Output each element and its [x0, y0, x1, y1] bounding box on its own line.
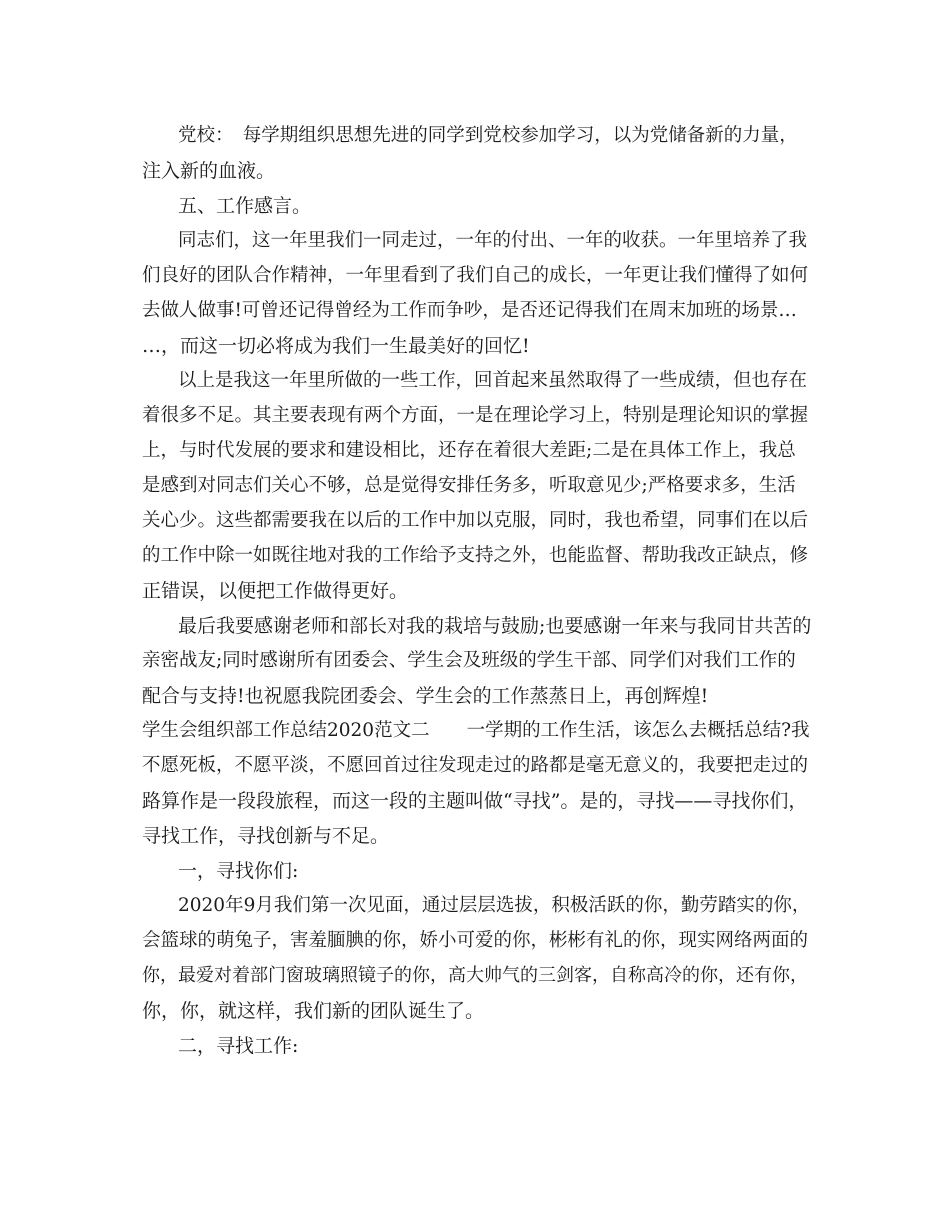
text-line: 们良好的团队合作精神，一年里看到了我们自己的成长，一年更让我们懂得了如何 [142, 265, 809, 286]
text-line: 不愿死板，不愿平淡，不愿回首过往发现走过的路都是毫无意义的，我要把走过的 [142, 755, 809, 776]
text-line: 配合与支持!也祝愿我院团委会、学生会的工作蒸蒸日上，再创辉煌! [142, 685, 709, 707]
text-line: 路算作是一段段旅程，而这一段的主题叫做“寻找”。是的，寻找——寻找你们， [142, 790, 808, 812]
section-heading: 五、工作感言。 [178, 195, 312, 217]
section-heading: 一，寻找你们: [178, 860, 299, 882]
text-line: 寻找工作，寻找创新与不足。 [142, 825, 390, 847]
text-line: 学生会组织部工作总结2020范文二 一学期的工作生活，该怎么去概括总结?我 [142, 720, 810, 741]
text-line: …，而这一切必将成为我们一生最美好的回忆! [142, 335, 530, 357]
text-line: 党校： 每学期组织思想先进的同学到党校参加学习，以为党储备新的力量， [178, 125, 798, 146]
text-line: 去做人做事!可曾还记得曾经为工作而争吵，是否还记得我们在周末加班的场景… [142, 300, 797, 321]
section-heading: 二，寻找工作: [178, 1035, 299, 1057]
text-line: 2020年9月我们第一次见面，通过层层选拔，积极活跃的你，勤劳踏实的你， [178, 895, 811, 916]
text-line: 上，与时代发展的要求和建设相比，还存在着很大差距;二是在具体工作上，我总 [142, 440, 796, 461]
text-line: 你，最爱对着部门窗玻璃照镜子的你，高大帅气的三剑客，自称高冷的你，还有你， [142, 965, 808, 986]
text-line: 着很多不足。其主要表现有两个方面，一是在理论学习上，特别是理论知识的掌握 [142, 405, 809, 426]
text-line: 同志们，这一年里我们一同走过，一年的付出、一年的收获。一年里培养了我 [178, 230, 808, 251]
text-line: 关心少。这些都需要我在以后的工作中加以克服，同时，我也希望，同事们在以后 [142, 510, 809, 531]
text-line: 会篮球的萌兔子，害羞腼腆的你，娇小可爱的你，彬彬有礼的你，现实网络两面的 [142, 930, 809, 951]
text-line: 的工作中除一如既往地对我的工作给予支持之外，也能监督、帮助我改正缺点，修 [142, 545, 809, 566]
text-line: 你，你，就这样，我们新的团队诞生了。 [142, 1000, 485, 1022]
text-line: 是感到对同志们关心不够，总是觉得安排任务多，听取意见少;严格要求多，生活 [142, 475, 796, 496]
text-line: 亲密战友;同时感谢所有团委会、学生会及班级的学生干部、同学们对我们工作的 [142, 650, 796, 671]
text-line: 正错误，以便把工作做得更好。 [142, 580, 409, 602]
text-line: 注入新的血液。 [142, 160, 276, 182]
text-line: 最后我要感谢老师和部长对我的栽培与鼓励;也要感谢一年来与我同甘共苦的 [178, 615, 812, 637]
text-line: 以上是我这一年里所做的一些工作，回首起来虽然取得了一些成绩，但也存在 [178, 370, 808, 391]
